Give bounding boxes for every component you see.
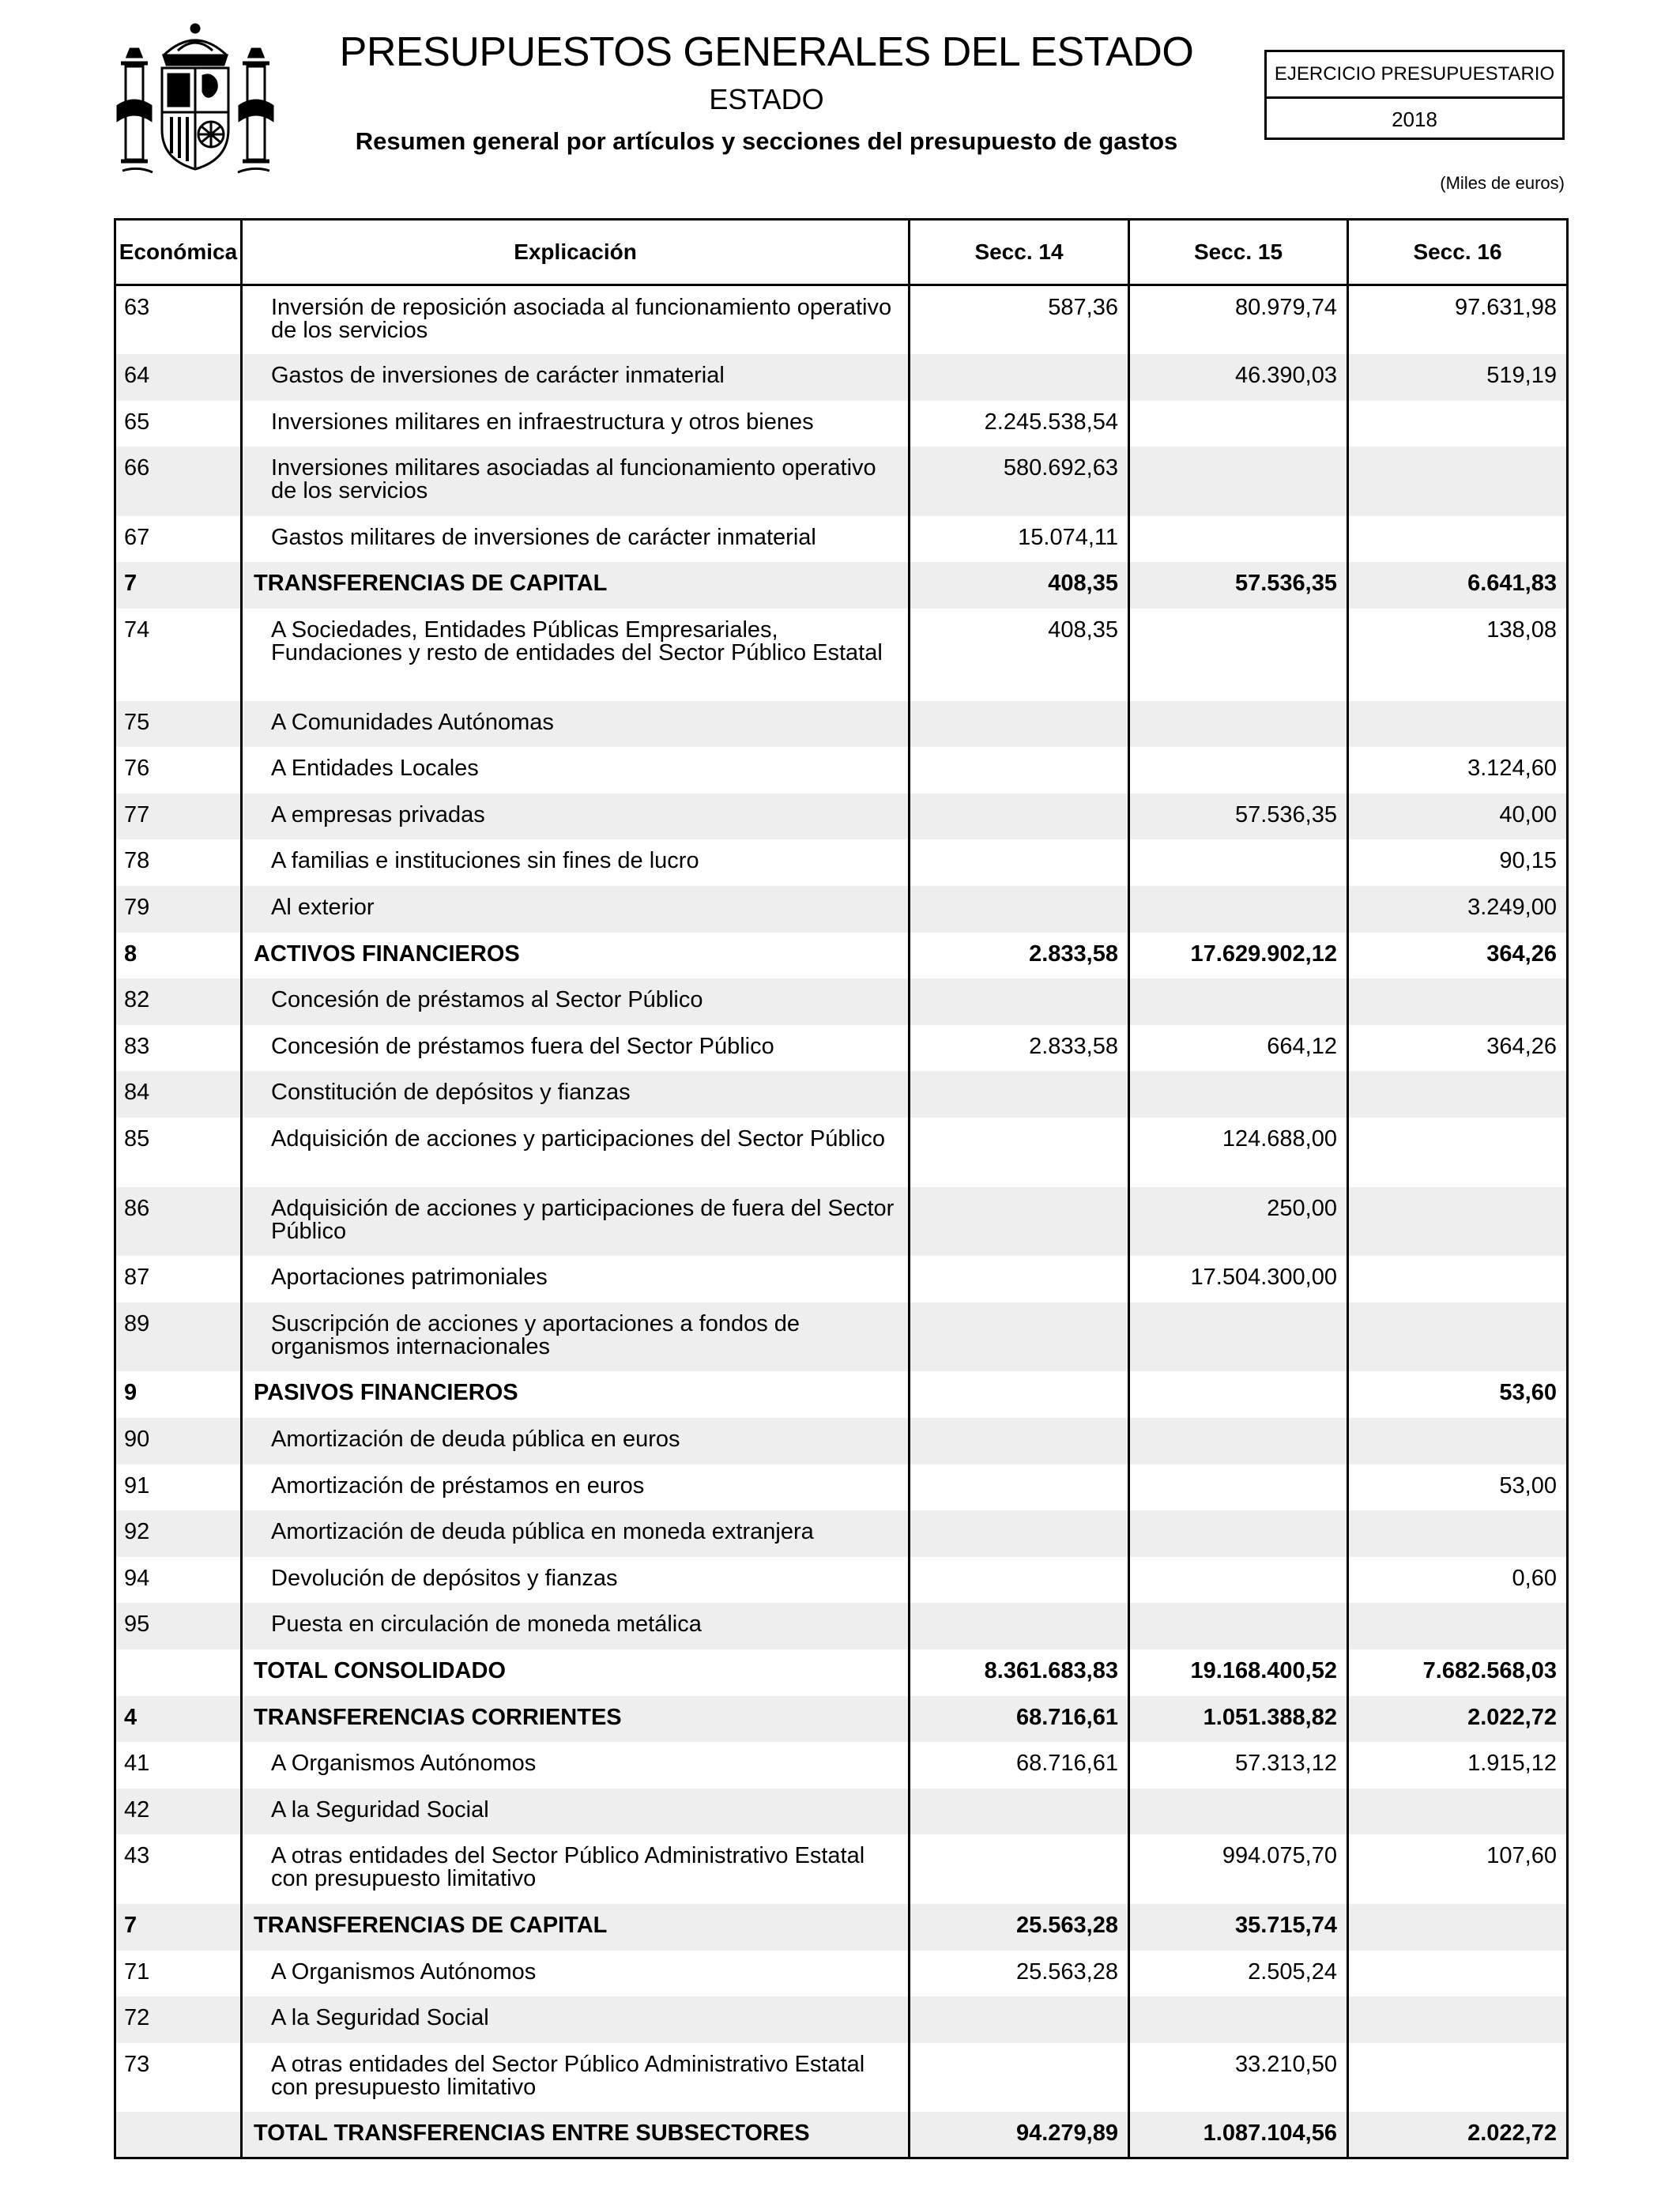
table-row bbox=[115, 1302, 1568, 1372]
secc-14-cell bbox=[910, 1465, 1129, 1511]
secc-15-cell: 33.210,50 bbox=[1129, 2043, 1348, 2113]
document-title: PRESUPUESTOS GENERALES DEL ESTADO bbox=[339, 29, 1194, 75]
secc-14-cell bbox=[910, 1557, 1129, 1604]
code-cell bbox=[115, 1649, 242, 1696]
code-cell: 82 bbox=[115, 978, 242, 1025]
code-cell: 84 bbox=[115, 1071, 242, 1118]
secc-16-cell bbox=[1348, 447, 1568, 516]
table-row bbox=[115, 1187, 1568, 1257]
secc-16-cell: 2.022,72 bbox=[1348, 2112, 1568, 2158]
table-row bbox=[115, 1510, 1568, 1557]
code-cell bbox=[115, 2112, 242, 2158]
code-cell: 83 bbox=[115, 1025, 242, 1072]
description-cell: TRANSFERENCIAS CORRIENTES bbox=[242, 1696, 910, 1743]
secc-15-cell bbox=[1129, 1071, 1348, 1118]
table-row bbox=[115, 1071, 1568, 1118]
secc-15-cell: 46.390,03 bbox=[1129, 354, 1348, 401]
secc-14-cell: 2.833,58 bbox=[910, 1025, 1129, 1072]
code-cell: 66 bbox=[115, 447, 242, 516]
code-cell: 42 bbox=[115, 1789, 242, 1835]
secc-14-cell: 68.716,61 bbox=[910, 1742, 1129, 1789]
code-cell: 87 bbox=[115, 1256, 242, 1302]
secc-15-cell bbox=[1129, 1465, 1348, 1511]
description-cell: Puesta en circulación de moneda metálica bbox=[242, 1603, 910, 1649]
secc-15-cell: 124.688,00 bbox=[1129, 1118, 1348, 1187]
exercise-box bbox=[1264, 50, 1565, 140]
secc-15-cell bbox=[1129, 839, 1348, 886]
table-row bbox=[115, 2112, 1568, 2158]
code-cell: 95 bbox=[115, 1603, 242, 1649]
table-row bbox=[115, 447, 1568, 516]
column-header-secc-14: Secc. 14 bbox=[910, 220, 1129, 285]
table-row bbox=[115, 701, 1568, 748]
secc-14-cell: 8.361.683,83 bbox=[910, 1649, 1129, 1696]
description-cell: Amortización de deuda pública en euros bbox=[242, 1418, 910, 1465]
coat-of-arms-icon bbox=[115, 19, 277, 177]
code-cell: 63 bbox=[115, 285, 242, 355]
code-cell: 92 bbox=[115, 1510, 242, 1557]
table-row bbox=[115, 401, 1568, 447]
column-header-secc-15: Secc. 15 bbox=[1129, 220, 1348, 285]
secc-15-cell: 250,00 bbox=[1129, 1187, 1348, 1257]
secc-16-cell: 519,19 bbox=[1348, 354, 1568, 401]
table-row bbox=[115, 1603, 1568, 1649]
secc-14-cell bbox=[910, 354, 1129, 401]
secc-14-cell: 2.245.538,54 bbox=[910, 401, 1129, 447]
secc-15-cell bbox=[1129, 978, 1348, 1025]
code-cell: 7 bbox=[115, 1904, 242, 1951]
secc-15-cell: 1.051.388,82 bbox=[1129, 1696, 1348, 1743]
document-description: Resumen general por artículos y secciones del presupuesto de gastos bbox=[355, 127, 1178, 155]
secc-15-cell bbox=[1129, 516, 1348, 563]
secc-15-cell bbox=[1129, 1996, 1348, 2043]
table-row bbox=[115, 1025, 1568, 1072]
secc-14-cell bbox=[910, 747, 1129, 794]
table-row bbox=[115, 1465, 1568, 1511]
secc-16-cell: 138,08 bbox=[1348, 609, 1568, 701]
table-header-row bbox=[115, 220, 1568, 285]
secc-15-cell: 57.313,12 bbox=[1129, 1742, 1348, 1789]
secc-14-cell bbox=[910, 1418, 1129, 1465]
table-row bbox=[115, 839, 1568, 886]
description-cell: A otras entidades del Sector Público Administrativo Estatal con presupuesto limitativo bbox=[242, 1834, 910, 1904]
description-cell: A familias e instituciones sin fines de lucro bbox=[242, 839, 910, 886]
code-cell: 9 bbox=[115, 1371, 242, 1418]
code-cell: 43 bbox=[115, 1834, 242, 1904]
code-cell: 90 bbox=[115, 1418, 242, 1465]
description-cell: Gastos de inversiones de carácter inmaterial bbox=[242, 354, 910, 401]
secc-14-cell bbox=[910, 839, 1129, 886]
column-header-secc-16: Secc. 16 bbox=[1348, 220, 1568, 285]
secc-16-cell bbox=[1348, 978, 1568, 1025]
secc-16-cell: 6.641,83 bbox=[1348, 562, 1568, 609]
secc-16-cell bbox=[1348, 1302, 1568, 1372]
description-cell: Suscripción de acciones y aportaciones a fondos de organismos internacionales bbox=[242, 1302, 910, 1372]
description-cell: A la Seguridad Social bbox=[242, 1789, 910, 1835]
table-row bbox=[115, 1557, 1568, 1604]
secc-15-cell bbox=[1129, 1789, 1348, 1835]
secc-16-cell bbox=[1348, 1256, 1568, 1302]
code-cell: 41 bbox=[115, 1742, 242, 1789]
table-row bbox=[115, 1371, 1568, 1418]
secc-16-cell: 90,15 bbox=[1348, 839, 1568, 886]
secc-16-cell: 53,00 bbox=[1348, 1465, 1568, 1511]
description-cell: Inversión de reposición asociada al funcionamiento operativo de los servicios bbox=[242, 285, 910, 355]
code-cell: 89 bbox=[115, 1302, 242, 1372]
secc-16-cell: 40,00 bbox=[1348, 794, 1568, 840]
code-cell: 91 bbox=[115, 1465, 242, 1511]
secc-16-cell: 364,26 bbox=[1348, 1025, 1568, 1072]
table-row bbox=[115, 285, 1568, 355]
description-cell: Inversiones militares en infraestructura y otros bienes bbox=[242, 401, 910, 447]
description-cell: Amortización de deuda pública en moneda extranjera bbox=[242, 1510, 910, 1557]
code-cell: 71 bbox=[115, 1951, 242, 1997]
table-row bbox=[115, 1834, 1568, 1904]
code-cell: 74 bbox=[115, 609, 242, 701]
secc-14-cell bbox=[910, 1603, 1129, 1649]
exercise-label: EJERCICIO PRESUPUESTARIO bbox=[1267, 52, 1562, 99]
secc-14-cell bbox=[910, 886, 1129, 933]
secc-15-cell bbox=[1129, 1371, 1348, 1418]
description-cell: A la Seguridad Social bbox=[242, 1996, 910, 2043]
description-cell: A Sociedades, Entidades Públicas Empresariales, Fundaciones y resto de entidades del Sector Público Estatal bbox=[242, 609, 910, 701]
secc-15-cell: 664,12 bbox=[1129, 1025, 1348, 1072]
secc-16-cell: 364,26 bbox=[1348, 933, 1568, 979]
description-cell: PASIVOS FINANCIEROS bbox=[242, 1371, 910, 1418]
secc-14-cell: 25.563,28 bbox=[910, 1904, 1129, 1951]
table-row bbox=[115, 1742, 1568, 1789]
secc-14-cell bbox=[910, 794, 1129, 840]
code-cell: 72 bbox=[115, 1996, 242, 2043]
table-row bbox=[115, 1649, 1568, 1696]
secc-16-cell: 7.682.568,03 bbox=[1348, 1649, 1568, 1696]
secc-14-cell bbox=[910, 1371, 1129, 1418]
code-cell: 67 bbox=[115, 516, 242, 563]
table-row bbox=[115, 886, 1568, 933]
code-cell: 78 bbox=[115, 839, 242, 886]
description-cell: Adquisición de acciones y participaciones del Sector Público bbox=[242, 1118, 910, 1187]
code-cell: 65 bbox=[115, 401, 242, 447]
code-cell: 86 bbox=[115, 1187, 242, 1257]
secc-14-cell bbox=[910, 1256, 1129, 1302]
description-cell: Al exterior bbox=[242, 886, 910, 933]
code-cell: 79 bbox=[115, 886, 242, 933]
secc-14-cell: 25.563,28 bbox=[910, 1951, 1129, 1997]
code-cell: 85 bbox=[115, 1118, 242, 1187]
description-cell: TOTAL CONSOLIDADO bbox=[242, 1649, 910, 1696]
secc-14-cell: 94.279,89 bbox=[910, 2112, 1129, 2158]
description-cell: ACTIVOS FINANCIEROS bbox=[242, 933, 910, 979]
budget-table bbox=[114, 218, 1569, 2159]
description-cell: A otras entidades del Sector Público Administrativo Estatal con presupuesto limitativo bbox=[242, 2043, 910, 2113]
secc-15-cell: 1.087.104,56 bbox=[1129, 2112, 1348, 2158]
secc-15-cell bbox=[1129, 1418, 1348, 1465]
secc-15-cell bbox=[1129, 747, 1348, 794]
secc-14-cell bbox=[910, 1834, 1129, 1904]
table-row bbox=[115, 1996, 1568, 2043]
secc-16-cell bbox=[1348, 1904, 1568, 1951]
table-row bbox=[115, 933, 1568, 979]
secc-15-cell: 80.979,74 bbox=[1129, 285, 1348, 355]
description-cell: TRANSFERENCIAS DE CAPITAL bbox=[242, 562, 910, 609]
secc-14-cell bbox=[910, 701, 1129, 748]
secc-15-cell bbox=[1129, 1603, 1348, 1649]
description-cell: Constitución de depósitos y fianzas bbox=[242, 1071, 910, 1118]
description-cell: Inversiones militares asociadas al funcionamiento operativo de los servicios bbox=[242, 447, 910, 516]
table-row bbox=[115, 609, 1568, 701]
description-cell: Amortización de préstamos en euros bbox=[242, 1465, 910, 1511]
secc-15-cell: 35.715,74 bbox=[1129, 1904, 1348, 1951]
code-cell: 73 bbox=[115, 2043, 242, 2113]
table-row bbox=[115, 747, 1568, 794]
secc-16-cell: 3.124,60 bbox=[1348, 747, 1568, 794]
table-row bbox=[115, 1951, 1568, 1997]
secc-14-cell: 15.074,11 bbox=[910, 516, 1129, 563]
secc-16-cell: 107,60 bbox=[1348, 1834, 1568, 1904]
secc-14-cell bbox=[910, 1996, 1129, 2043]
secc-16-cell: 3.249,00 bbox=[1348, 886, 1568, 933]
table-row bbox=[115, 1789, 1568, 1835]
secc-14-cell: 68.716,61 bbox=[910, 1696, 1129, 1743]
secc-15-cell bbox=[1129, 701, 1348, 748]
secc-16-cell bbox=[1348, 1951, 1568, 1997]
secc-16-cell bbox=[1348, 1187, 1568, 1257]
secc-16-cell bbox=[1348, 401, 1568, 447]
table-row bbox=[115, 1904, 1568, 1951]
description-cell: Concesión de préstamos fuera del Sector Público bbox=[242, 1025, 910, 1072]
column-header-economica: Económica bbox=[115, 220, 242, 285]
secc-16-cell bbox=[1348, 1510, 1568, 1557]
units-note: (Miles de euros) bbox=[1440, 173, 1565, 193]
secc-14-cell bbox=[910, 1302, 1129, 1372]
table-row bbox=[115, 1256, 1568, 1302]
secc-15-cell: 17.629.902,12 bbox=[1129, 933, 1348, 979]
secc-16-cell: 0,60 bbox=[1348, 1557, 1568, 1604]
secc-16-cell bbox=[1348, 1603, 1568, 1649]
document-subtitle: ESTADO bbox=[709, 83, 824, 115]
description-cell: A Entidades Locales bbox=[242, 747, 910, 794]
secc-16-cell bbox=[1348, 1118, 1568, 1187]
secc-14-cell bbox=[910, 2043, 1129, 2113]
secc-16-cell bbox=[1348, 516, 1568, 563]
secc-15-cell: 57.536,35 bbox=[1129, 562, 1348, 609]
secc-15-cell: 17.504.300,00 bbox=[1129, 1256, 1348, 1302]
secc-14-cell: 2.833,58 bbox=[910, 933, 1129, 979]
secc-15-cell: 57.536,35 bbox=[1129, 794, 1348, 840]
table-row bbox=[115, 354, 1568, 401]
code-cell: 76 bbox=[115, 747, 242, 794]
secc-16-cell: 97.631,98 bbox=[1348, 285, 1568, 355]
secc-14-cell bbox=[910, 1118, 1129, 1187]
secc-15-cell: 994.075,70 bbox=[1129, 1834, 1348, 1904]
code-cell: 8 bbox=[115, 933, 242, 979]
table-body bbox=[115, 285, 1568, 2158]
description-cell: Aportaciones patrimoniales bbox=[242, 1256, 910, 1302]
secc-14-cell bbox=[910, 978, 1129, 1025]
table-row bbox=[115, 516, 1568, 563]
secc-15-cell bbox=[1129, 447, 1348, 516]
table-row bbox=[115, 1696, 1568, 1743]
table-row bbox=[115, 978, 1568, 1025]
code-cell: 7 bbox=[115, 562, 242, 609]
secc-14-cell: 408,35 bbox=[910, 562, 1129, 609]
secc-14-cell: 587,36 bbox=[910, 285, 1129, 355]
secc-16-cell: 2.022,72 bbox=[1348, 1696, 1568, 1743]
table-row bbox=[115, 2043, 1568, 2113]
description-cell: A Comunidades Autónomas bbox=[242, 701, 910, 748]
secc-15-cell: 19.168.400,52 bbox=[1129, 1649, 1348, 1696]
secc-16-cell bbox=[1348, 2043, 1568, 2113]
secc-15-cell bbox=[1129, 1557, 1348, 1604]
secc-15-cell: 2.505,24 bbox=[1129, 1951, 1348, 1997]
description-cell: Concesión de préstamos al Sector Público bbox=[242, 978, 910, 1025]
secc-14-cell: 580.692,63 bbox=[910, 447, 1129, 516]
secc-16-cell bbox=[1348, 1789, 1568, 1835]
code-cell: 94 bbox=[115, 1557, 242, 1604]
description-cell: TOTAL TRANSFERENCIAS ENTRE SUBSECTORES bbox=[242, 2112, 910, 2158]
description-cell: Adquisición de acciones y participaciones de fuera del Sector Público bbox=[242, 1187, 910, 1257]
secc-16-cell bbox=[1348, 1418, 1568, 1465]
secc-14-cell bbox=[910, 1071, 1129, 1118]
table-row bbox=[115, 1418, 1568, 1465]
secc-14-cell: 408,35 bbox=[910, 609, 1129, 701]
table-row bbox=[115, 794, 1568, 840]
secc-14-cell bbox=[910, 1187, 1129, 1257]
code-cell: 4 bbox=[115, 1696, 242, 1743]
description-cell: Gastos militares de inversiones de carácter inmaterial bbox=[242, 516, 910, 563]
exercise-year: 2018 bbox=[1392, 107, 1437, 131]
secc-15-cell bbox=[1129, 1302, 1348, 1372]
secc-14-cell bbox=[910, 1789, 1129, 1835]
secc-15-cell bbox=[1129, 609, 1348, 701]
code-cell: 77 bbox=[115, 794, 242, 840]
secc-16-cell bbox=[1348, 1996, 1568, 2043]
description-cell: TRANSFERENCIAS DE CAPITAL bbox=[242, 1904, 910, 1951]
secc-16-cell: 53,60 bbox=[1348, 1371, 1568, 1418]
secc-16-cell: 1.915,12 bbox=[1348, 1742, 1568, 1789]
secc-14-cell bbox=[910, 1510, 1129, 1557]
description-cell: A Organismos Autónomos bbox=[242, 1742, 910, 1789]
secc-16-cell bbox=[1348, 701, 1568, 748]
code-cell: 64 bbox=[115, 354, 242, 401]
secc-15-cell bbox=[1129, 401, 1348, 447]
column-header-explicacion: Explicación bbox=[242, 220, 910, 285]
secc-15-cell bbox=[1129, 1510, 1348, 1557]
secc-15-cell bbox=[1129, 886, 1348, 933]
description-cell: Devolución de depósitos y fianzas bbox=[242, 1557, 910, 1604]
code-cell: 75 bbox=[115, 701, 242, 748]
table-row bbox=[115, 562, 1568, 609]
description-cell: A empresas privadas bbox=[242, 794, 910, 840]
description-cell: A Organismos Autónomos bbox=[242, 1951, 910, 1997]
table-row bbox=[115, 1118, 1568, 1187]
secc-16-cell bbox=[1348, 1071, 1568, 1118]
